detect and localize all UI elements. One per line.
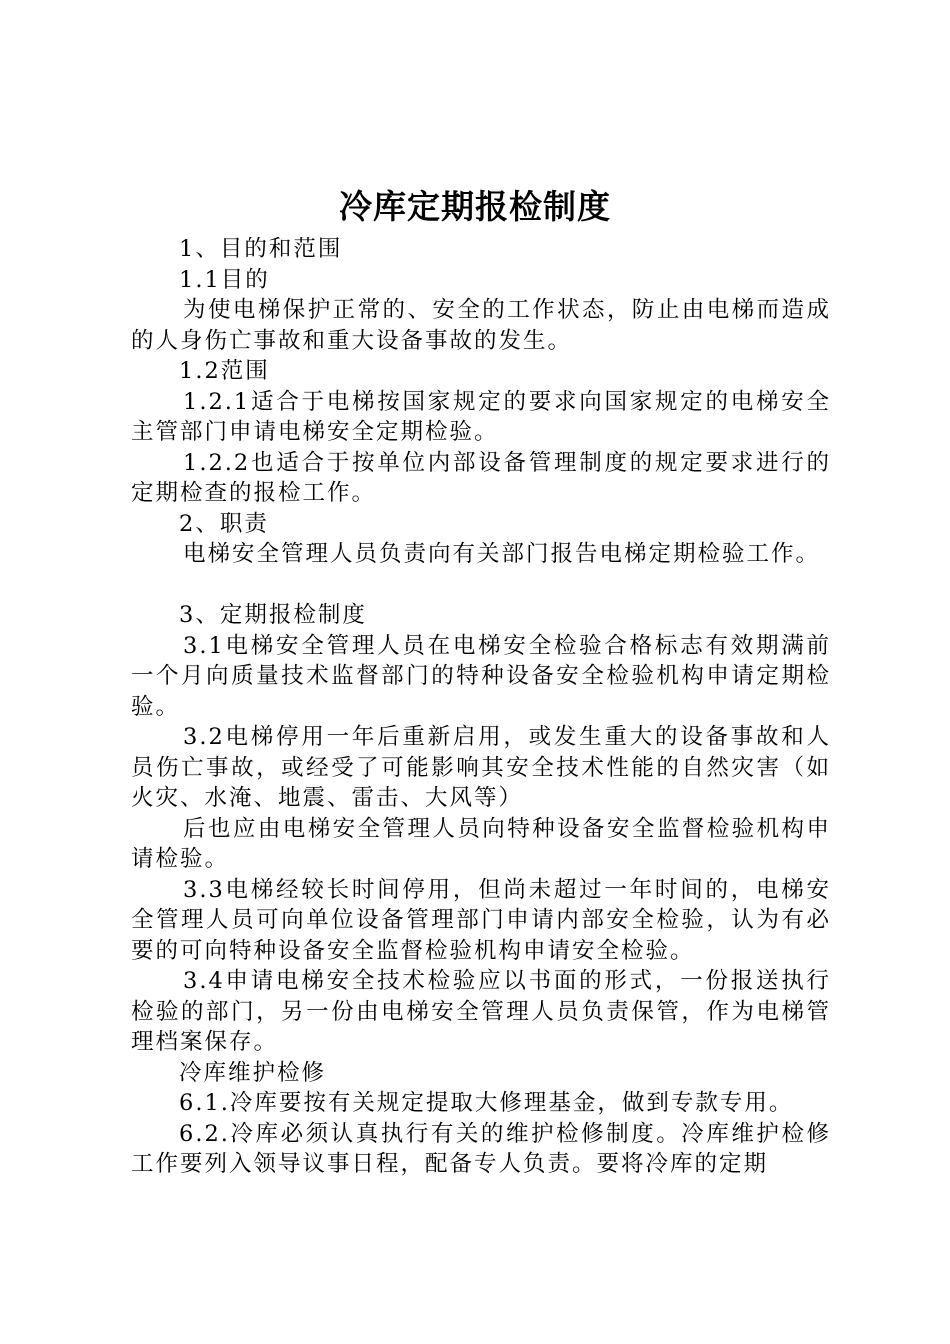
paragraph-3-4: 3.4申请电梯安全技术检验应以书面的形式，一份报送执行检验的部门，另一份由电梯安全管理人员负责保管，作为电梯管理档案保存。 [131, 968, 831, 1055]
subsection-heading-1-2: 1.2范围 [179, 358, 270, 384]
paragraph-3-1: 3.1电梯安全管理人员在电梯安全检验合格标志有效期满前一个月向质量技术监督部门的特种设备安全检验机构申请定期检验。 [131, 632, 831, 720]
paragraph-scope-2: 1.2.2也适合于按单位内部设备管理制度的规定要求进行的定期检查的报检工作。 [131, 449, 831, 506]
paragraph-scope-1: 1.2.1适合于电梯按国家规定的要求向国家规定的电梯安全主管部门申请电梯安全定期检验。 [131, 388, 831, 445]
paragraph-duties: 电梯安全管理人员负责向有关部门报告电梯定期检验工作。 [183, 541, 821, 567]
section-heading-maintenance: 冷库维护检修 [179, 1059, 327, 1086]
paragraph-6-2: 6.2.冷库必须认真执行有关的维护检修制度。冷库维护检修工作要列入领导议事日程，配备专人负责。要将冷库的定期 [131, 1120, 831, 1177]
section-heading-2: 2、职责 [179, 510, 269, 537]
paragraph-3-2-continued: 后也应由电梯安全管理人员向特种设备安全监督检验机构申请检验。 [131, 815, 831, 872]
document-title: 冷库定期报检制度 [339, 187, 611, 226]
paragraph-3-3: 3.3电梯经较长时间停用，但尚未超过一年时间的，电梯安全管理人员可向单位设备管理部门申请内部安全检验，认为有必要的可向特种设备安全监督检验机构申请安全检验。 [131, 876, 831, 964]
subsection-heading-1-1: 1.1目的 [179, 266, 270, 293]
paragraph-6-1: 6.1.冷库要按有关规定提取大修理基金，做到专款专用。 [179, 1090, 794, 1116]
document-body [131, 234, 831, 1180]
section-heading-3: 3、定期报检制度 [179, 602, 367, 628]
section-heading-1: 1、目的和范围 [179, 236, 343, 262]
paragraph-3-2: 3.2电梯停用一年后重新启用，或发生重大的设备事故和人员伤亡事故，或经受了可能影响其安全技术性能的自然灾害（如火灾、水淹、地震、雷击、大风等） [131, 724, 831, 811]
paragraph-purpose: 为使电梯保护正常的、安全的工作状态，防止由电梯而造成的人身伤亡事故和重大设备事故的发生。 [131, 297, 831, 354]
blank-line [131, 570, 831, 601]
